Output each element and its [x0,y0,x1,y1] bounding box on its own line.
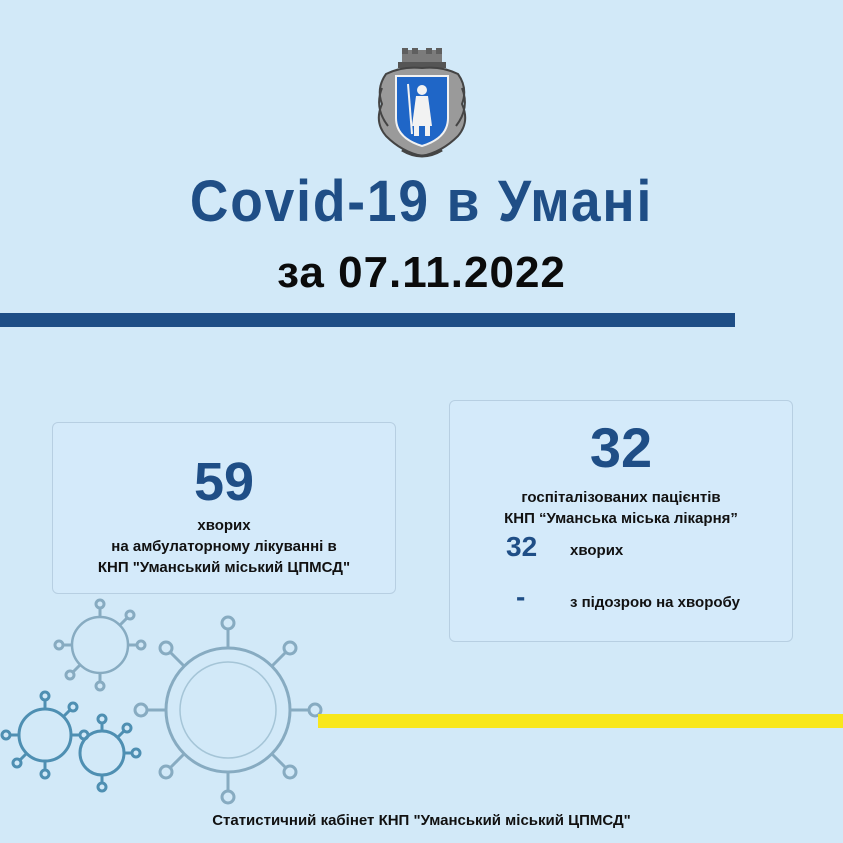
sick-label: хворих [570,542,624,559]
ambulatory-description [53,515,395,578]
report-date: за 07.11.2022 [277,248,566,297]
ambulatory-line-1: хворих [197,517,251,534]
hospital-line-1: госпіталізованих пацієнтів [521,489,721,506]
footer-source: Статистичний кабінет КНП "Уманський міський ЦПМСД" [212,812,631,829]
hospital-card [449,400,793,642]
page-title: Covid-19 в Умані [189,169,654,234]
ambulatory-card [52,422,396,594]
hospital-description [450,487,792,529]
hospital-count: 32 [589,416,653,479]
virus-illustration-icon [0,595,330,805]
hospital-line-2: КНП “Уманська міська лікарня” [504,510,738,527]
suspected-count: - [516,581,526,612]
ambulatory-count: 59 [193,452,255,512]
coat-of-arms-icon [372,48,472,160]
ambulatory-line-3: КНП "Уманський міський ЦПМСД" [97,559,351,576]
ambulatory-line-2: на амбулаторному лікуванні в [111,538,337,555]
sick-count: 32 [506,531,538,562]
blue-divider [0,313,735,327]
yellow-divider [318,714,843,728]
suspected-label: з підозрою на хворобу [570,594,740,611]
